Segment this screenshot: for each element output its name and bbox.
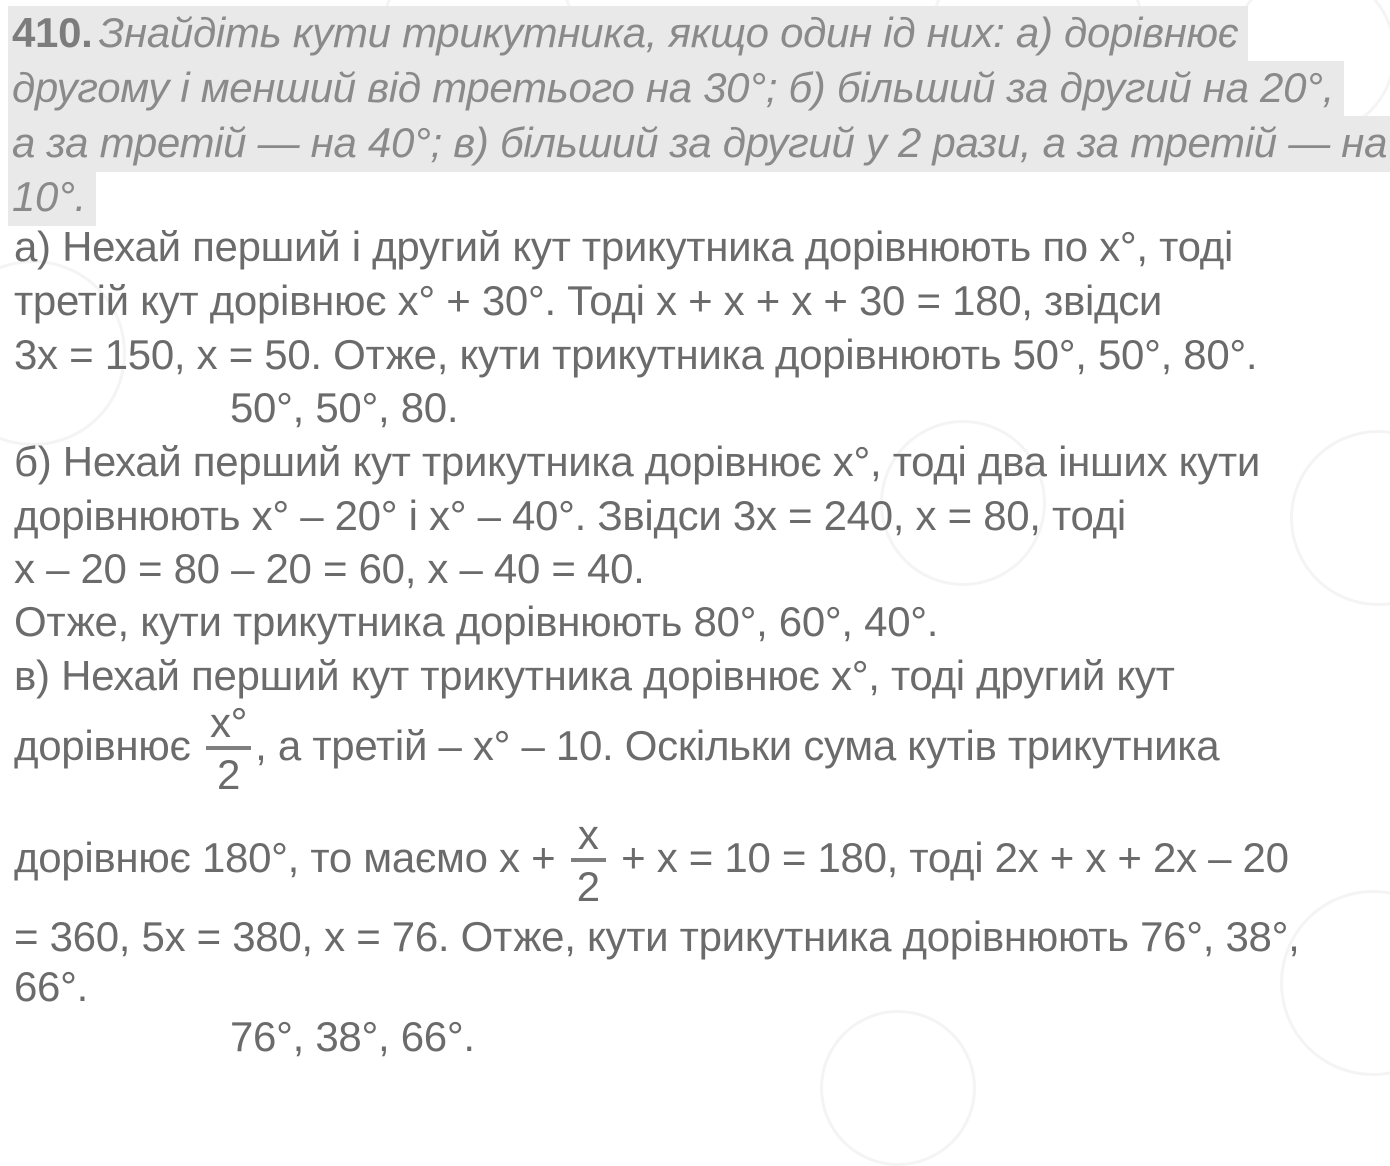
problem-statement-line — [8, 116, 1390, 172]
problem-statement-line — [8, 6, 1248, 62]
fraction-numerator: х° — [209, 699, 248, 746]
solution-v-line: 66°. — [14, 963, 88, 1010]
fraction-denominator: 2 — [571, 858, 606, 910]
problem-statement-line — [8, 61, 1344, 117]
fraction-denominator: 2 — [206, 746, 251, 798]
statement-highlight — [8, 6, 1248, 62]
solution-b-line: дорівнюють х° – 20° і х° – 40°. Звідси 3х = 240, х = 80, тоді — [14, 492, 1126, 539]
solution-b-line: б) Нехай перший кут трикутника дорівнює х°, тоді два інших кути — [14, 438, 1260, 485]
fraction — [571, 812, 606, 910]
statement-text: другому і менший від третього на 30°; б) більший за другий на 20°, — [12, 64, 1335, 111]
solution-a-line: третій кут дорівнює х° + 30°. Тоді х + х + х + 30 = 180, звідси — [14, 277, 1163, 324]
watermark-circle — [820, 1010, 976, 1166]
fraction-line-prefix: дорівнює 180°, то маємо х + — [14, 834, 556, 882]
statement-highlight — [8, 170, 96, 226]
problem-number: 410. — [12, 9, 93, 56]
solution-v-line: в) Нехай перший кут трикутника дорівнює х°, тоді другий кут — [14, 652, 1175, 699]
solution-b-line: Отже, кути трикутника дорівнюють 80°, 60°, 40°. — [14, 598, 939, 645]
statement-highlight — [8, 116, 1390, 172]
fraction-line-suffix: + х = 10 = 180, тоді 2х + х + 2х – 20 — [621, 834, 1289, 882]
solution-v-line-with-fraction — [14, 812, 1289, 910]
solution-a-answer: 50°, 50°, 80. — [230, 384, 459, 431]
solution-b-line: х – 20 = 80 – 20 = 60, х – 40 = 40. — [14, 545, 645, 592]
statement-text: а за третій — на 40°; в) більший за другий у 2 рази, а за третій — на — [12, 119, 1388, 166]
statement-text: 10°. — [12, 173, 86, 220]
fraction-numerator: х — [577, 811, 599, 858]
statement-highlight — [8, 61, 1344, 117]
solution-v-answer: 76°, 38°, 66°. — [230, 1013, 475, 1060]
solution-a-line: а) Нехай перший і другий кут трикутника дорівнюють по х°, тоді — [14, 223, 1233, 270]
fraction-line-suffix: , а третій – х° – 10. Оскільки сума кутів трикутника — [255, 722, 1220, 770]
problem-statement-line — [8, 170, 96, 226]
solution-a-line: 3х = 150, х = 50. Отже, кути трикутника дорівнюють 50°, 50°, 80°. — [14, 331, 1258, 378]
solution-v-line-with-fraction — [14, 700, 1219, 798]
fraction-line-prefix: дорівнює — [14, 722, 191, 770]
watermark-circle — [1290, 430, 1390, 606]
statement-text: Знайдіть кути трикутника, якщо один ід них: а) дорівнює — [98, 9, 1239, 56]
solution-v-line: = 360, 5х = 380, х = 76. Отже, кути трикутника дорівнюють 76°, 38°, — [14, 913, 1300, 960]
fraction — [206, 700, 251, 798]
